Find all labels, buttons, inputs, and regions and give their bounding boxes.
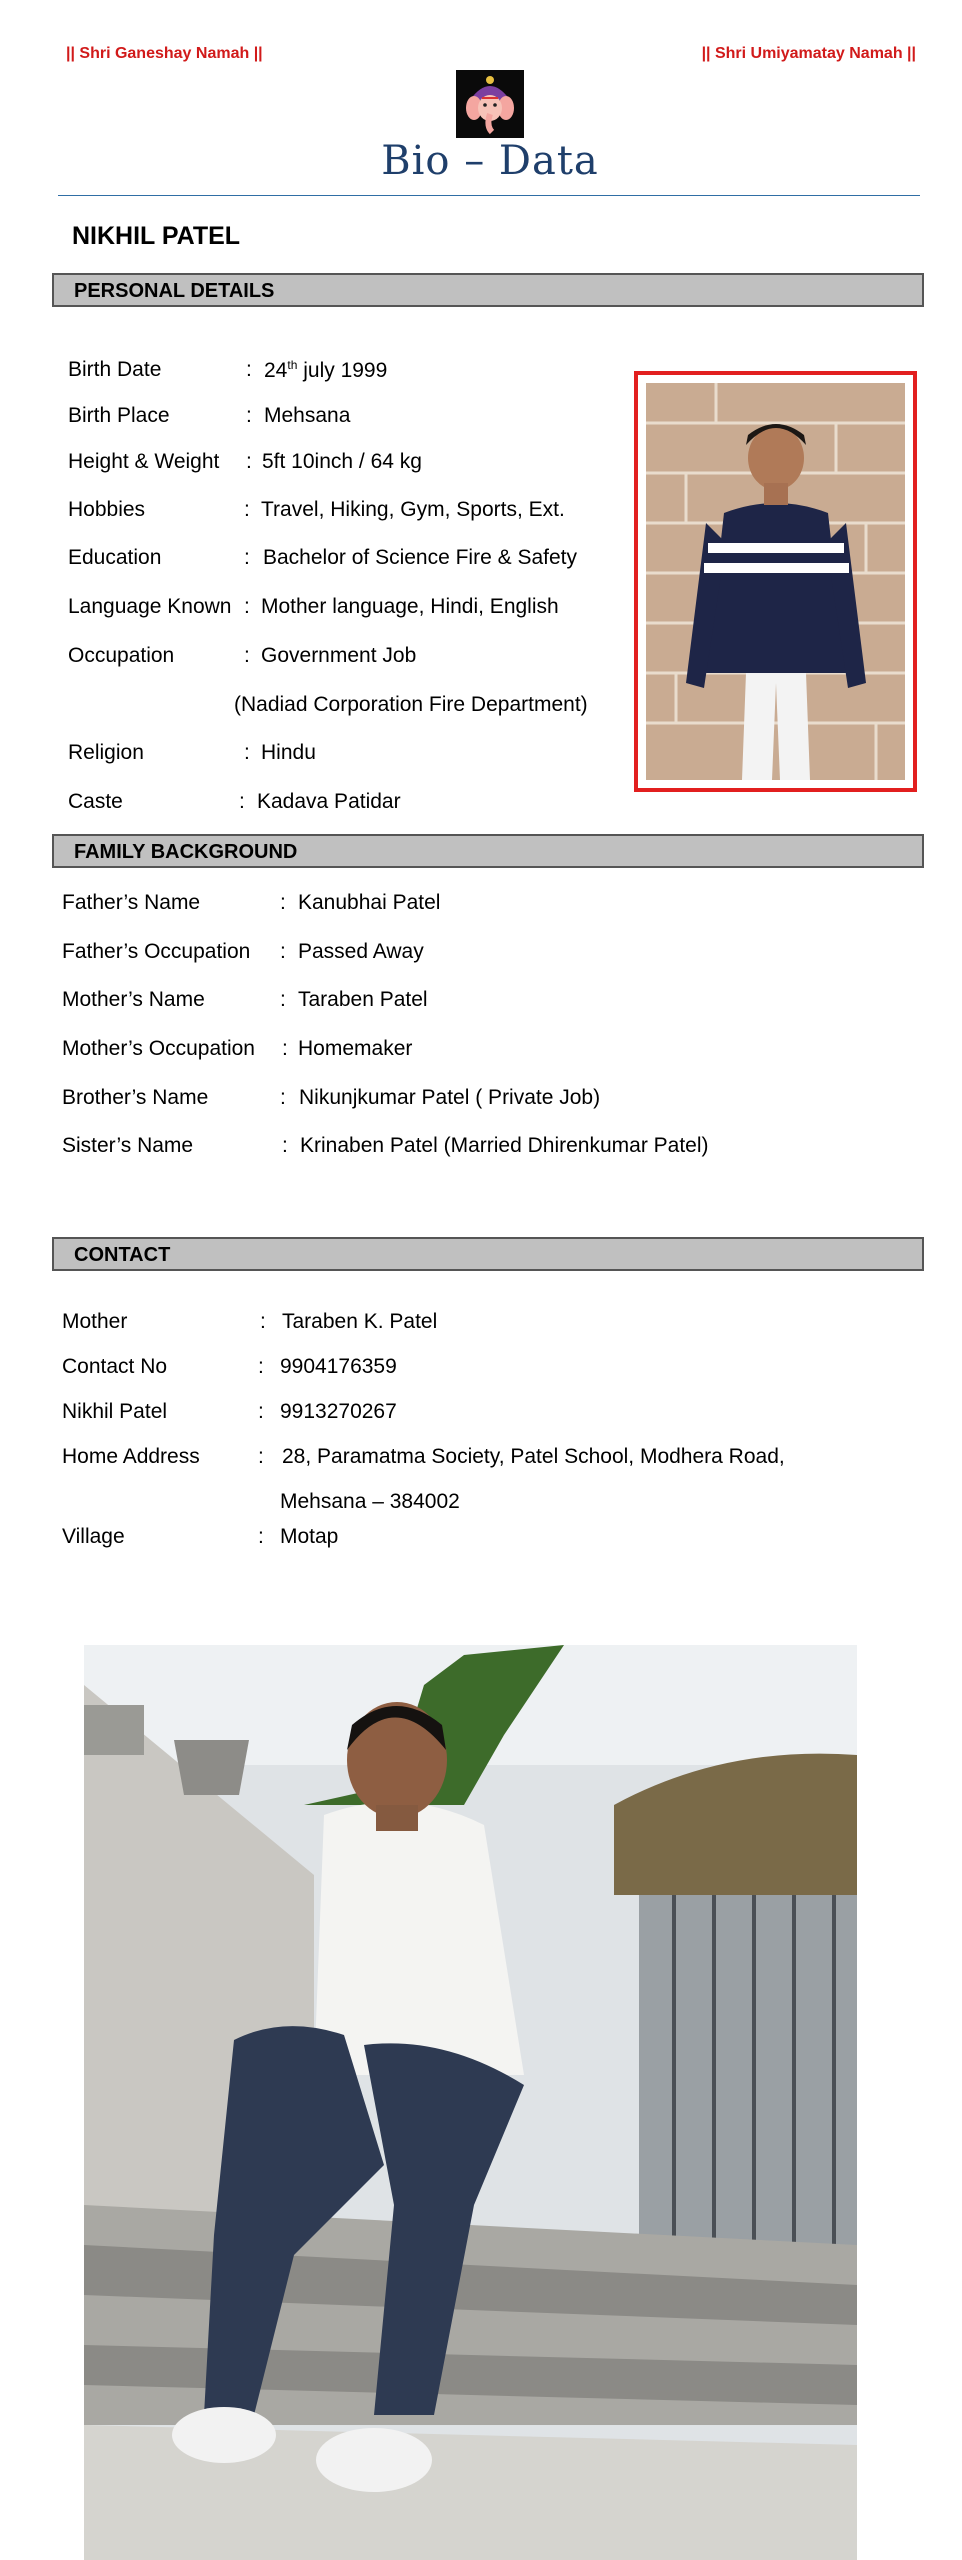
separator: : bbox=[258, 1525, 264, 1548]
occupation-value: Government Job bbox=[261, 644, 417, 667]
separator: : bbox=[280, 891, 286, 914]
full-length-photo bbox=[84, 1645, 857, 2560]
sister-name-label: Sister’s Name bbox=[62, 1134, 194, 1157]
separator: : bbox=[244, 595, 250, 618]
mother-occupation-value: Homemaker bbox=[298, 1037, 413, 1060]
title-divider bbox=[58, 195, 920, 196]
right-invocation: || Shri Umiyamatay Namah || bbox=[701, 45, 916, 62]
profile-photo-frame bbox=[634, 371, 917, 792]
left-invocation: || Shri Ganeshay Namah || bbox=[66, 45, 263, 62]
occupation-label: Occupation bbox=[68, 644, 175, 667]
mother-occupation-label: Mother’s Occupation bbox=[62, 1037, 255, 1060]
language-label: Language Known bbox=[68, 595, 232, 618]
village-label: Village bbox=[62, 1525, 125, 1548]
birth-date-rest: july 1999 bbox=[303, 359, 388, 382]
contact-number-label: Contact No bbox=[62, 1355, 168, 1378]
birth-date-day: 24 bbox=[264, 359, 288, 382]
education-label: Education bbox=[68, 546, 162, 569]
religion-value: Hindu bbox=[261, 741, 316, 764]
mother-name-value: Taraben Patel bbox=[298, 988, 428, 1011]
occupation-detail: (Nadiad Corporation Fire Department) bbox=[234, 693, 588, 716]
home-address-line1: 28, Paramatma Society, Patel School, Modhera Road, bbox=[282, 1445, 785, 1468]
nikhil-contact-value: 9913270267 bbox=[280, 1400, 397, 1423]
father-occupation-label: Father’s Occupation bbox=[62, 940, 251, 963]
page-title: Bio – Data bbox=[381, 138, 599, 184]
home-address-line2: Mehsana – 384002 bbox=[280, 1490, 460, 1513]
separator: : bbox=[246, 358, 252, 381]
person-name: NIKHIL PATEL bbox=[72, 222, 241, 250]
separator: : bbox=[239, 790, 245, 813]
home-address-label: Home Address bbox=[62, 1445, 200, 1468]
caste-value: Kadava Patidar bbox=[257, 790, 401, 813]
family-background-heading-text: FAMILY BACKGROUND bbox=[74, 841, 298, 863]
separator: : bbox=[282, 1037, 288, 1060]
village-value: Motap bbox=[280, 1525, 339, 1548]
birth-date-label: Birth Date bbox=[68, 358, 162, 381]
ganesha-icon bbox=[456, 70, 524, 138]
separator: : bbox=[244, 498, 250, 521]
language-value: Mother language, Hindi, English bbox=[261, 595, 559, 618]
separator: : bbox=[244, 741, 250, 764]
sister-name-value: Krinaben Patel (Married Dhirenkumar Patel) bbox=[300, 1134, 709, 1157]
father-occupation-value: Passed Away bbox=[298, 940, 424, 963]
separator: : bbox=[282, 1134, 288, 1157]
birth-date-value bbox=[264, 358, 387, 383]
separator: : bbox=[244, 644, 250, 667]
separator: : bbox=[280, 1086, 286, 1109]
contact-heading bbox=[52, 1237, 924, 1271]
personal-details-heading-text: PERSONAL DETAILS bbox=[74, 280, 275, 302]
hobbies-value: Travel, Hiking, Gym, Sports, Ext. bbox=[261, 498, 565, 521]
caste-label: Caste bbox=[68, 790, 123, 813]
brother-name-value: Nikunjkumar Patel ( Private Job) bbox=[299, 1086, 601, 1109]
separator: : bbox=[246, 404, 252, 427]
mother-name-label: Mother’s Name bbox=[62, 988, 205, 1011]
contact-mother-value: Taraben K. Patel bbox=[282, 1310, 438, 1333]
personal-details-heading bbox=[52, 273, 924, 307]
profile-photo bbox=[646, 383, 905, 780]
education-value: Bachelor of Science Fire & Safety bbox=[263, 546, 577, 569]
father-name-label: Father’s Name bbox=[62, 891, 201, 914]
height-weight-label: Height & Weight bbox=[68, 450, 220, 473]
hobbies-label: Hobbies bbox=[68, 498, 146, 521]
birth-date-suffix: th bbox=[287, 358, 298, 372]
family-background-heading bbox=[52, 834, 924, 868]
separator: : bbox=[258, 1445, 264, 1468]
birth-place-label: Birth Place bbox=[68, 404, 170, 427]
separator: : bbox=[260, 1310, 266, 1333]
nikhil-contact-label: Nikhil Patel bbox=[62, 1400, 168, 1423]
contact-mother-label: Mother bbox=[62, 1310, 128, 1333]
brother-name-label: Brother’s Name bbox=[62, 1086, 209, 1109]
religion-label: Religion bbox=[68, 741, 144, 764]
separator: : bbox=[246, 450, 252, 473]
contact-heading-text: CONTACT bbox=[74, 1244, 171, 1266]
separator: : bbox=[258, 1400, 264, 1423]
separator: : bbox=[280, 988, 286, 1011]
father-name-value: Kanubhai Patel bbox=[298, 891, 441, 914]
contact-number-value: 9904176359 bbox=[280, 1355, 397, 1378]
birth-place-value: Mehsana bbox=[264, 404, 351, 427]
height-weight-value: 5ft 10inch / 64 kg bbox=[262, 450, 422, 473]
separator: : bbox=[258, 1355, 264, 1378]
separator: : bbox=[244, 546, 250, 569]
separator: : bbox=[280, 940, 286, 963]
